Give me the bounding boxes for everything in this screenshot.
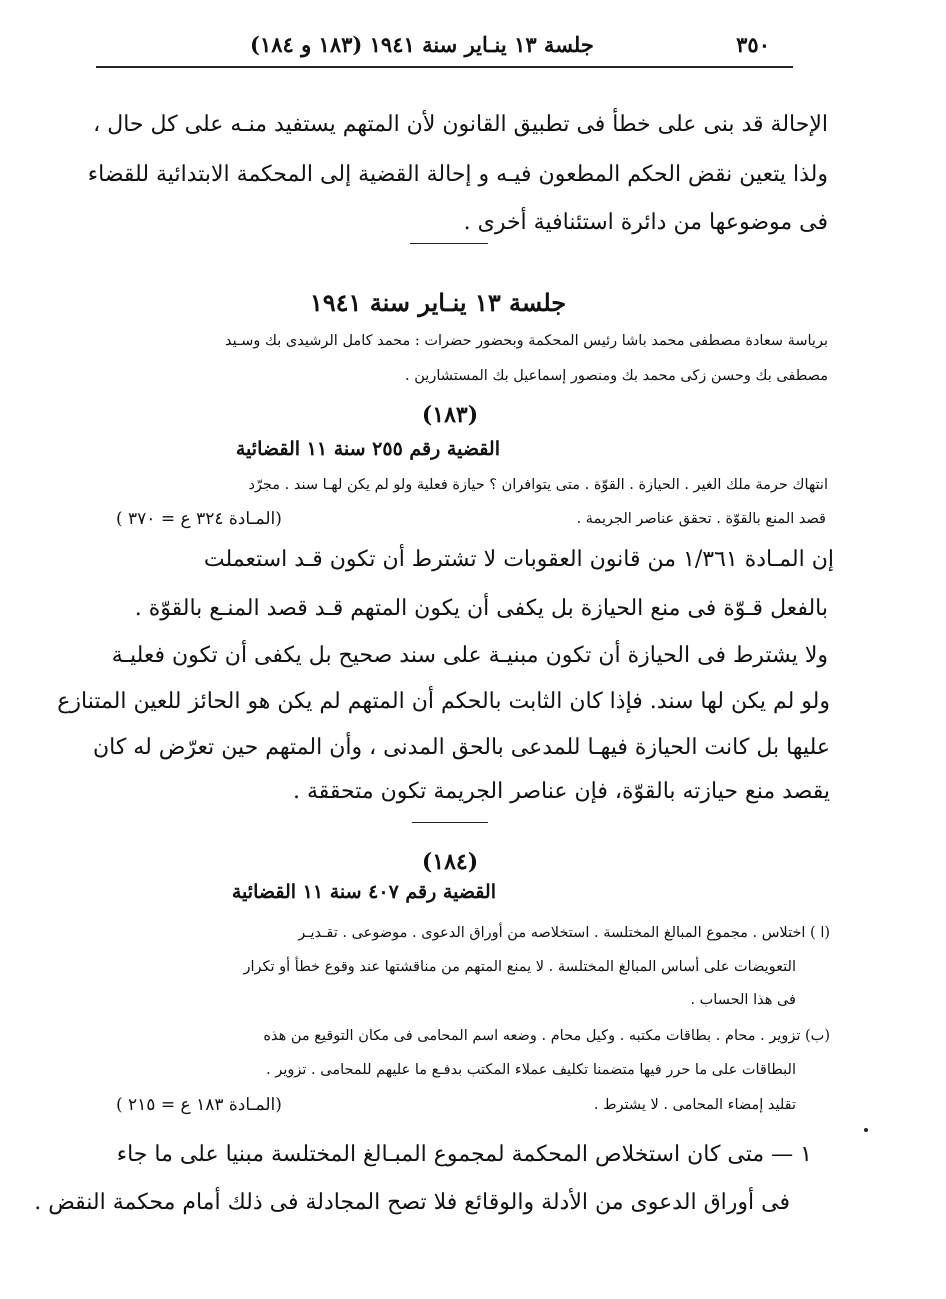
case-183-body-line-6: يقصد منع حيازته بالقوّة، فإن عناصر الجريمة تكون متحققة . (292, 779, 830, 804)
case-184-body-line-2: فى أوراق الدعوى من الأدلة والوقائع فلا تصح المجادلة فى ذلك أمام محكمة النقض . (34, 1190, 790, 1215)
case-divider (412, 822, 488, 823)
case-183-article-ref: (المـادة ٣٢٤ ع = ٣٧٠ ) (116, 509, 282, 529)
intro-line-3: فى موضوعها من دائرة استئنافية أخرى . (463, 210, 828, 235)
case-184-summary-b-line-3: تقليد إمضاء المحامى . لا يشترط . (593, 1097, 796, 1114)
case-183-summary-line-2: قصد المنع بالقوّة . تحقق عناصر الجريمة . (576, 511, 826, 528)
page-header (250, 24, 770, 64)
case-184-body-line-1: ١ — متى كان استخلاص المحكمة لمجموع المبـالغ المختلسة مبنيا على ما جاء (116, 1142, 812, 1167)
case-183-reference: القضية رقم ٢٥٥ سنة ١١ القضائية (235, 438, 500, 460)
case-184-reference: القضية رقم ٤٠٧ سنة ١١ القضائية (231, 881, 496, 903)
case-183-body-line-1: إن المـادة ١/٣٦١ من قانون العقوبات لا تشترط أن تكون قـد استعملت (203, 547, 834, 572)
margin-mark (864, 1128, 868, 1132)
presidency-line-2: مصطفى بك وحسن زكى محمد بك ومنصور إسماعيل بك المستشارين . (405, 368, 828, 384)
case-184-summary-row (116, 1097, 796, 1114)
presidency-line-1: برياسة سعادة مصطفى محمد باشا رئيس المحكمة وبحضور حضرات : محمد كامل الرشيدى بك وسـيد (225, 333, 828, 349)
intro-line-2: ولذا يتعين نقض الحكم المطعون فيـه و إحالة القضية إلى المحكمة الابتدائية للقضاء (87, 162, 828, 187)
case-183-summary-line-1: انتهاك حرمة ملك الغير . الحيازة . القوّة . متى يتوافران ؟ حيازة فعلية ولو لم يكن لهـا سند . مجرّد (248, 477, 828, 493)
section-divider (410, 243, 488, 244)
case-183-body-line-4: ولو لم يكن لها سند. فإذا كان الثابت بالحكم أن المتهم لم يكن هو الحائز للعين المتنازع (57, 689, 830, 714)
running-title: جلسة ١٣ ينـاير سنة ١٩٤١ (١٨٣ و ١٨٤) (250, 31, 594, 57)
case-184-summary-b-line-1: (ب) تزوير . محام . بطاقات مكتبه . وكيل محام . وضعه اسم المحامى فى مكان التوقيع من هذه (263, 1028, 830, 1044)
case-184-summary-a-line-3: فى هذا الحساب . (690, 992, 796, 1008)
case-184-article-ref: (المـادة ١٨٣ ع = ٢١٥ ) (116, 1095, 282, 1115)
case-183-number: (١٨٣) (421, 402, 479, 428)
header-rule (96, 66, 793, 68)
case-183-body-line-2: بالفعل قـوّة فى منع الحيازة بل يكفى أن يكون المتهم قـد قصد المنـع بالقوّة . (134, 596, 828, 621)
case-184-summary-a-line-1: (ا ) اختلاس . مجموع المبالغ المختلسة . استخلاصه من أوراق الدعوى . موضوعى . تقـديـر (298, 925, 830, 941)
case-183-summary-row (116, 511, 826, 528)
intro-line-1: الإحالة قد بنى على خطأ فى تطبيق القانون لأن المتهم يستفيد منـه على كل حال ، (93, 112, 828, 137)
case-183-body-line-3: ولا يشترط فى الحيازة أن تكون مبنيـة على سند صحيح بل يكفى أن تكون فعليـة (111, 643, 828, 668)
session-title: جلسة ١٣ ينـاير سنة ١٩٤١ (309, 288, 567, 317)
case-184-summary-b-line-2: البطاقات على ما حرر فيها متضمنا تكليف عملاء المكتب بدفـع ما عليهم للمحامى . تزوير . (266, 1062, 796, 1078)
case-184-summary-a-line-2: التعويضات على أساس المبالغ المختلسة . لا يمنع المتهم من مناقشتها عند وقوع خطأ أو تكرار (243, 959, 796, 975)
page-number: ٣٥٠ (736, 31, 770, 57)
case-183-body-line-5: عليها بل كانت الحيازة فيهـا للمدعى بالحق المدنى ، وأن المتهم حين تعرّض له كان (92, 735, 830, 760)
case-184-number: (١٨٤) (421, 849, 479, 875)
